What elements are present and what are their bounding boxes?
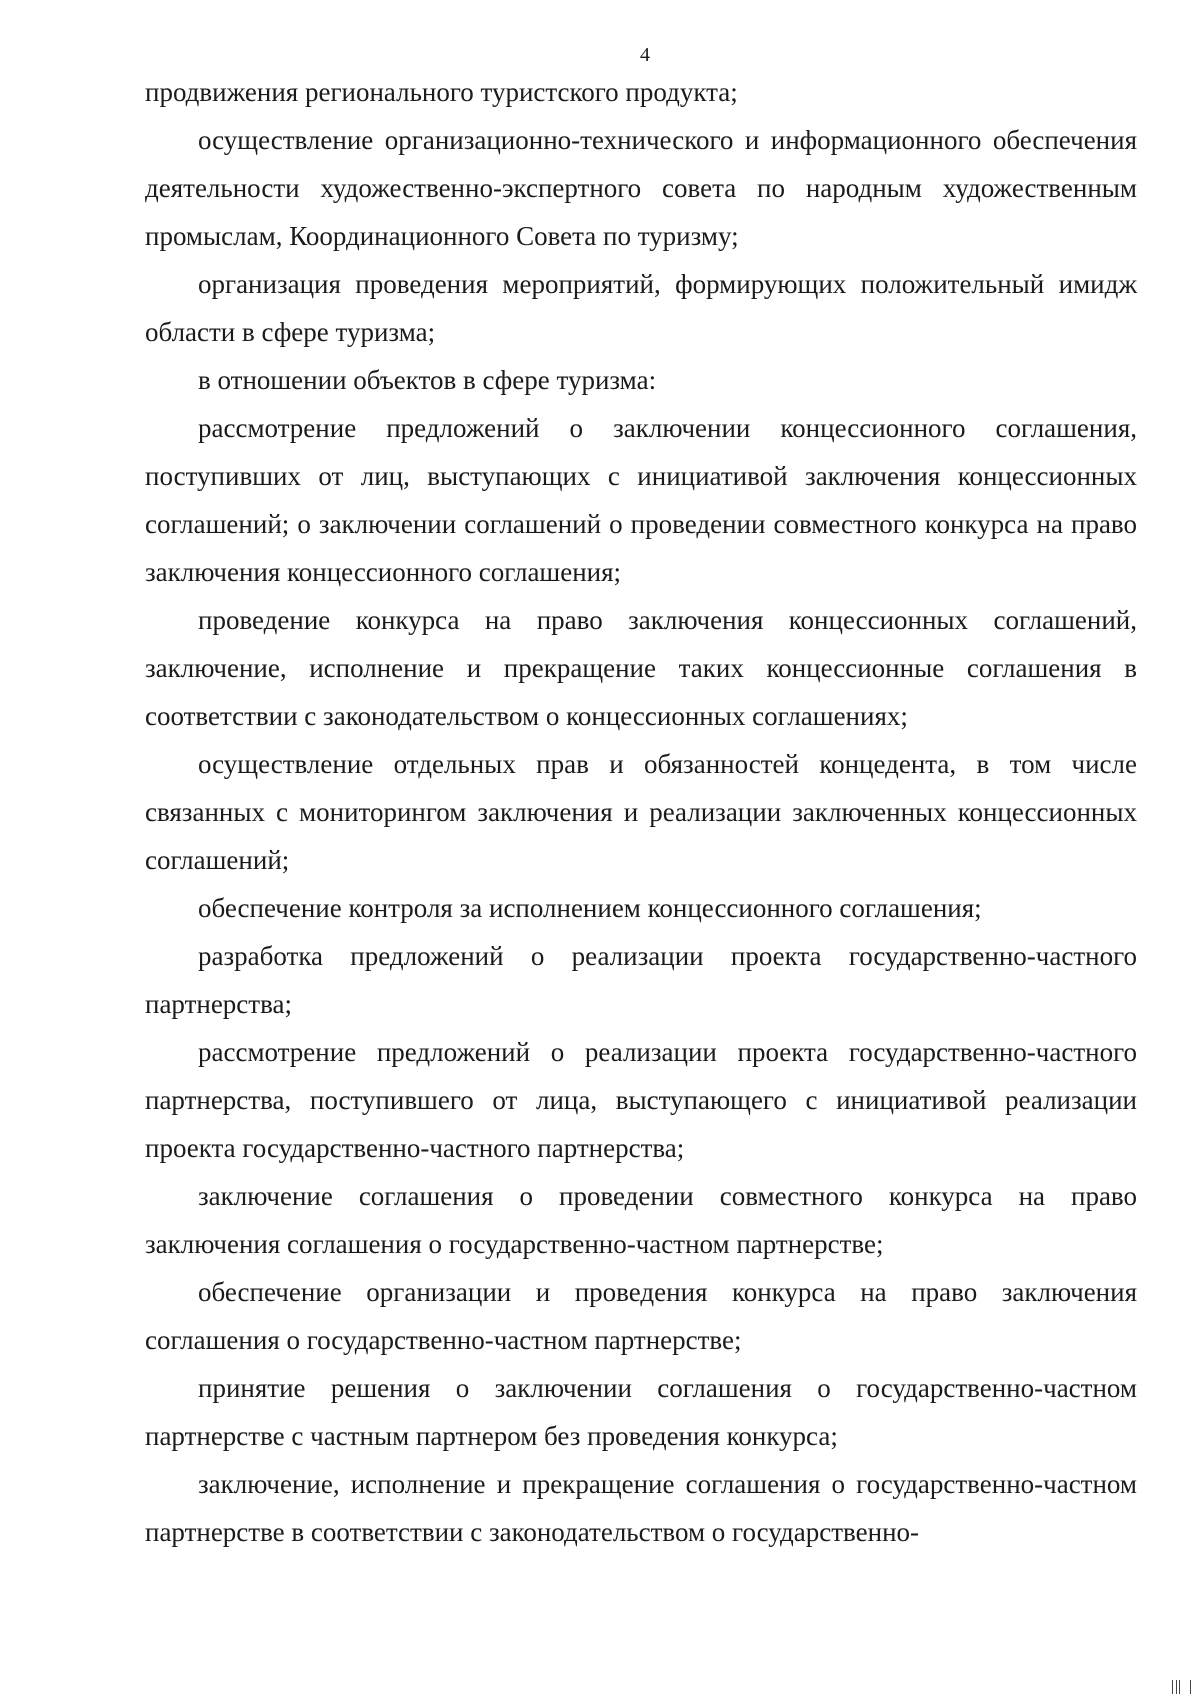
paragraph: разработка предложений о реализации проекта государственно-частного партнерства;: [145, 941, 1137, 1019]
paragraph: организация проведения мероприятий, формирующих положительный имидж области в сфере туризма;: [145, 269, 1137, 347]
paragraph: принятие решения о заключении соглашения о государственно-частном партнерстве с частным партнером без проведения конкурса;: [145, 1373, 1137, 1451]
page-number: 4: [640, 44, 650, 66]
paragraph: осуществление организационно-технического и информационного обеспечения деятельности художественно-экспертного совета по народным художественным промыслам, Координационного Совета по туризму;: [145, 125, 1137, 251]
paragraph: проведение конкурса на право заключения концессионных соглашений, заключение, исполнение и прекращение таких концессионные соглашения в соответствии с законодательством о концессионных соглашениях;: [145, 605, 1137, 731]
paragraph: рассмотрение предложений о заключении концессионного соглашения, поступивших от лиц, выступающих с инициативой заключения концессионных соглашений; о заключении соглашений о проведении совместного конкурса на право заключения концессионного соглашения;: [145, 413, 1137, 587]
document-body: [145, 68, 1137, 1556]
scan-marks: [1170, 1680, 1194, 1694]
paragraph: обеспечение организации и проведения конкурса на право заключения соглашения о государственно-частном партнерстве;: [145, 1277, 1137, 1355]
paragraph: обеспечение контроля за исполнением концессионного соглашения;: [198, 893, 982, 923]
paragraph: в отношении объектов в сфере туризма:: [198, 365, 657, 395]
paragraph: рассмотрение предложений о реализации проекта государственно-частного партнерства, поступившего от лица, выступающего с инициативой реализации проекта государственно-частного партнерства;: [145, 1037, 1137, 1163]
paragraph: заключение соглашения о проведении совместного конкурса на право заключения соглашения о государственно-частном партнерстве;: [145, 1181, 1137, 1259]
paragraph: осуществление отдельных прав и обязанностей концедента, в том числе связанных с мониторингом заключения и реализации заключенных концессионных соглашений;: [145, 749, 1137, 875]
paragraph: продвижения регионального туристского продукта;: [145, 77, 738, 107]
paragraph: заключение, исполнение и прекращение соглашения о государственно-частном партнерстве в соответствии с законодательством о государственно-: [145, 1469, 1137, 1547]
